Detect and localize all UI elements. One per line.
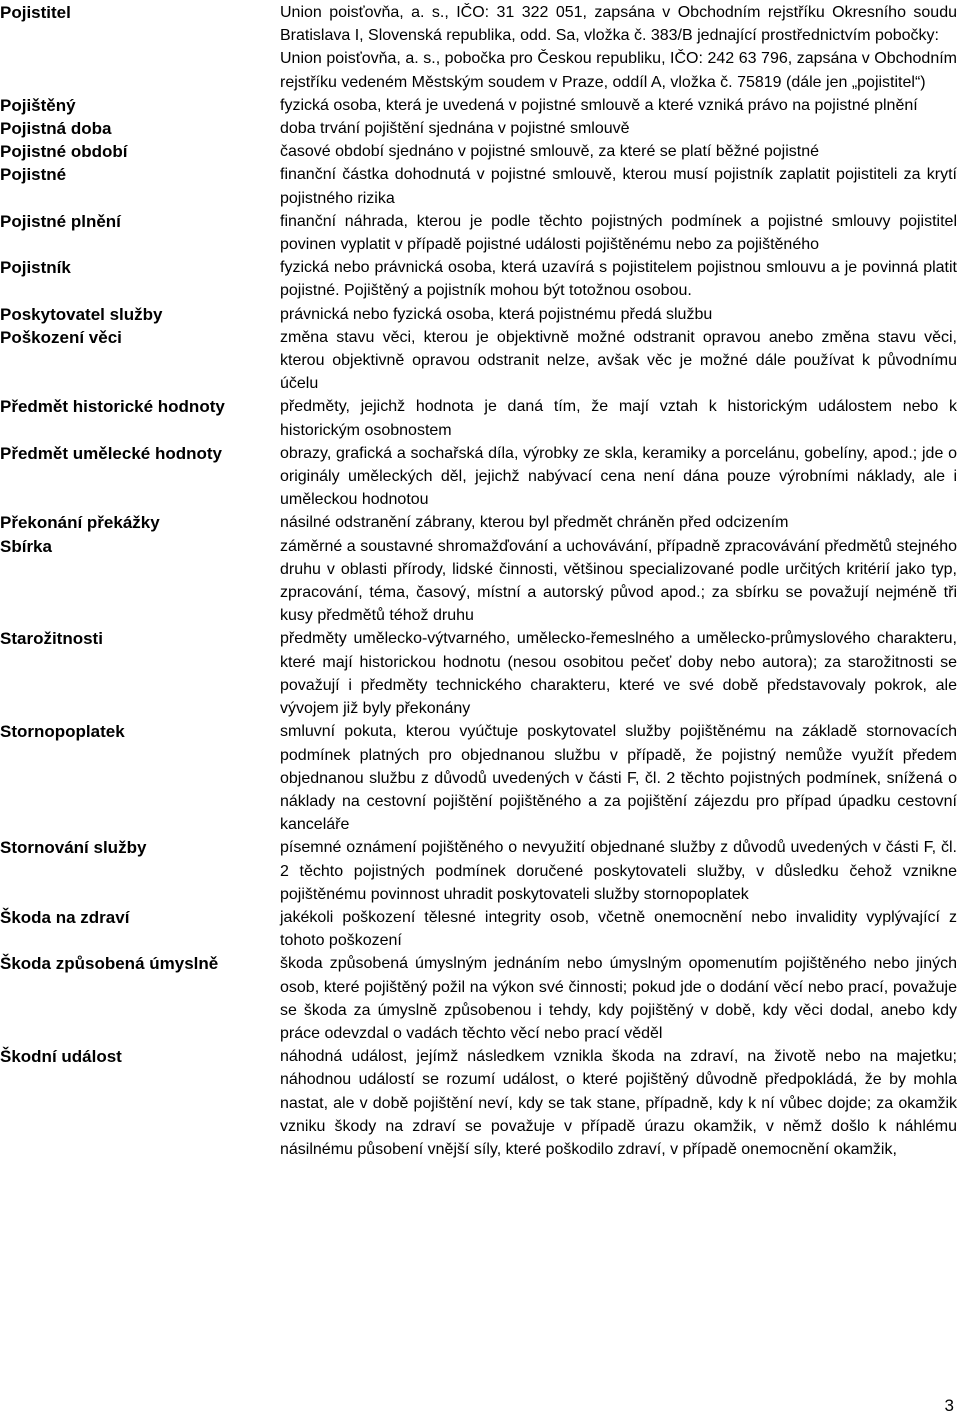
- term-definition: [280, 720, 957, 836]
- term-label: Poškození věci: [0, 327, 122, 347]
- glossary-entry: [0, 303, 960, 326]
- glossary-entry: [0, 1, 960, 94]
- term-label: Stornopoplatek: [0, 722, 125, 742]
- term-label: Pojistné období: [0, 142, 128, 162]
- term-definition: [280, 1, 957, 94]
- glossary-entry: [0, 442, 960, 512]
- definition-paragraph: předměty umělecko-výtvarného, umělecko-řemeslného a umělecko-průmyslového charakteru, které mají historickou hodnotu (nesou osobitou pečeť doby nebo autora); za starožitnosti se považují i předměty technického charakteru, které ve své době představovaly pokrok, ale vývojem již byly překonány: [280, 630, 957, 718]
- term-label: Stornování služby: [0, 838, 147, 858]
- definition-paragraph: smluvní pokuta, kterou vyúčtuje poskytovatel služby pojištěnému na základě stornovacích podmínek platných pro objednanou službu v případě, že pojistný nemůže využít předem objednanou službu z důvodů uvedených v části F, čl. 2 těchto pojistných podmínek, snížená o náklady na cestovní pojištění pojištěného a za pojištění zájezdu pro případ úpadku cestovní kanceláře: [280, 723, 957, 834]
- definition-paragraph: násilné odstranění zábrany, kterou byl předmět chráněn před odcizením: [280, 514, 789, 532]
- term-definition: [280, 210, 957, 256]
- definition-paragraph: časové období sjednáno v pojistné smlouvě, za které se platí běžné pojistné: [280, 143, 819, 161]
- glossary-entry: [0, 1045, 960, 1161]
- glossary-entry: [0, 836, 960, 906]
- glossary-entry: [0, 163, 960, 209]
- definition-paragraph: finanční částka dohodnutá v pojistné smlouvě, kterou musí pojistník zaplatit pojistiteli za krytí pojistného rizika: [280, 166, 957, 207]
- term-label: Škoda na zdraví: [0, 907, 130, 927]
- definition-paragraph: předměty, jejichž hodnota je daná tím, že mají vztah k historickým událostem nebo k historickým osobnostem: [280, 398, 957, 439]
- glossary-entry: [0, 256, 960, 302]
- term-definition: [280, 906, 957, 952]
- definition-paragraph: změna stavu věci, kterou je objektivně možné odstranit opravou anebo změna stavu věci, kterou objektivně opravou odstranit nelze, avšak věc je možné dále používat k původnímu účelu: [280, 328, 957, 393]
- glossary-entry: [0, 720, 960, 836]
- term-definition: [280, 163, 957, 209]
- term-definition: [280, 94, 957, 117]
- definition-paragraph: Union poisťovňa, a. s., IČO: 31 322 051, zapsána v Obchodním rejstříku Okresního soudu Bratislava I, Slovenská republika, odd. Sa, vložka č. 383/B jednající prostřednictvím pobočky:: [280, 4, 957, 45]
- term-label: Škoda způsobená úmyslně: [0, 954, 219, 974]
- term-definition: [280, 256, 957, 302]
- definition-paragraph: fyzická osoba, která je uvedená v pojistné smlouvě a které vzniká právo na pojistné plnění: [280, 96, 918, 114]
- definition-paragraph: záměrné a soustavné shromažďování a uchovávání, případně zpracovávání předmětů stejného druhu v oblasti přírody, lidské činnosti, většinou specializované podle určitých kritérií jako typ, zpracování, téma, časový, místní a autorský původ apod.; za sbírku se považují nejméně tři kusy předmětů téhož druhu: [280, 537, 957, 625]
- definition-paragraph: finanční náhrada, kterou je podle těchto pojistných podmínek a pojistné smlouvy pojistitel povinen vyplatit v případě pojistné události pojištěnému nebo za pojištěného: [280, 212, 957, 254]
- term-label: Předmět historické hodnoty: [0, 397, 225, 417]
- term-definition: [280, 395, 957, 441]
- term-label: Pojistná doba: [0, 119, 112, 139]
- glossary-entry: [0, 94, 960, 117]
- glossary-list: [0, 1, 960, 1161]
- definition-paragraph: doba trvání pojištění sjednána v pojistné smlouvě: [280, 120, 630, 138]
- glossary-entry: [0, 395, 960, 441]
- glossary-entry: [0, 140, 960, 163]
- term-definition: [280, 535, 957, 628]
- definition-paragraph: obrazy, grafická a sochařská díla, výrobky ze skla, keramiky a porcelánu, gobelíny, apod.; jde o originály uměleckých děl, jejichž nabývací cena není dána pouze výrobními náklady, ale i uměleckou hodnotou: [280, 444, 957, 509]
- term-definition: [280, 303, 957, 326]
- glossary-entry: [0, 952, 960, 1045]
- term-definition: [280, 627, 957, 720]
- term-label: Pojištěný: [0, 95, 76, 115]
- term-label: Pojistitel: [0, 3, 71, 22]
- page-number: 3: [944, 1396, 954, 1415]
- term-label: Pojistník: [0, 258, 71, 278]
- definition-paragraph: náhodná událost, jejímž následkem vznikla škoda na zdraví, na životě nebo na majetku; náhodnou událostí se rozumí událost, o které pojištěný důvodně předpokládá, že by mohla nastat, ale v době pojištění neví, kdy se tak stane, případně, kdy k ní vůbec dojde; za okamžik vzniku škody na zdraví se považuje v případě úrazu okamžik, v němž došlo k náhlému násilnému působení vnější síly, které poškodilo zdraví, v případě onemocnění okamžik,: [280, 1048, 957, 1158]
- term-label: Sbírka: [0, 536, 52, 556]
- glossary-entry: [0, 326, 960, 396]
- term-label: Pojistné: [0, 165, 67, 185]
- definition-paragraph: právnická nebo fyzická osoba, která pojistnému předá službu: [280, 305, 713, 323]
- term-definition: [280, 836, 957, 906]
- term-definition: [280, 326, 957, 396]
- definition-paragraph: Union poisťovňa, a. s., pobočka pro Českou republiku, IČO: 242 63 796, zapsána v Obchodním rejstříku vedeném Městským soudem v Praze, oddíl A, vložka č. 75819 (dále jen „pojistitel“): [280, 50, 957, 91]
- glossary-entry: [0, 535, 960, 628]
- term-label: Předmět umělecké hodnoty: [0, 443, 223, 463]
- glossary-entry: [0, 117, 960, 140]
- definition-paragraph: škoda způsobená úmyslným jednáním nebo úmyslným opomenutím pojištěného nebo jiných osob, které pojištěný požil na výkon své činnosti; pokud jde o dodání věcí nebo prací, považuje se škoda za úmyslně způsobenou i tehdy, kdy pojištěný v době, kdy věci dodal, anebo kdy práce odevzdal o vadách těchto věcí nebo prací věděl: [280, 955, 957, 1042]
- term-definition: [280, 442, 957, 512]
- term-definition: [280, 1045, 957, 1161]
- glossary-entry: [0, 210, 960, 256]
- glossary-entry: [0, 511, 960, 534]
- term-label: Starožitnosti: [0, 629, 103, 649]
- term-definition: [280, 952, 957, 1045]
- term-label: Poskytovatel služby: [0, 304, 163, 324]
- definition-paragraph: písemné oznámení pojištěného o nevyužití objednané služby z důvodů uvedených v části F, čl. 2 těchto pojistných podmínek doručené poskytovateli služby, v důsledku čehož vznikne pojištěnému povinnost uhradit poskytovateli služby stornopoplatek: [280, 839, 957, 903]
- term-label: Překonání překážky: [0, 513, 160, 533]
- term-definition: [280, 140, 957, 163]
- definition-paragraph: jakékoli poškození tělesné integrity osob, včetně onemocnění nebo invalidity vyplývající z tohoto poškození: [280, 908, 957, 950]
- definition-paragraph: fyzická nebo právnická osoba, která uzavírá s pojistitelem pojistnou smlouvu a je povinná platit pojistné. Pojištěný a pojistník mohou být totožnou osobou.: [280, 259, 957, 300]
- term-label: Škodní událost: [0, 1047, 122, 1067]
- glossary-entry: [0, 906, 960, 952]
- term-definition: [280, 511, 957, 534]
- glossary-entry: [0, 627, 960, 720]
- term-label: Pojistné plnění: [0, 211, 121, 231]
- term-definition: [280, 117, 957, 140]
